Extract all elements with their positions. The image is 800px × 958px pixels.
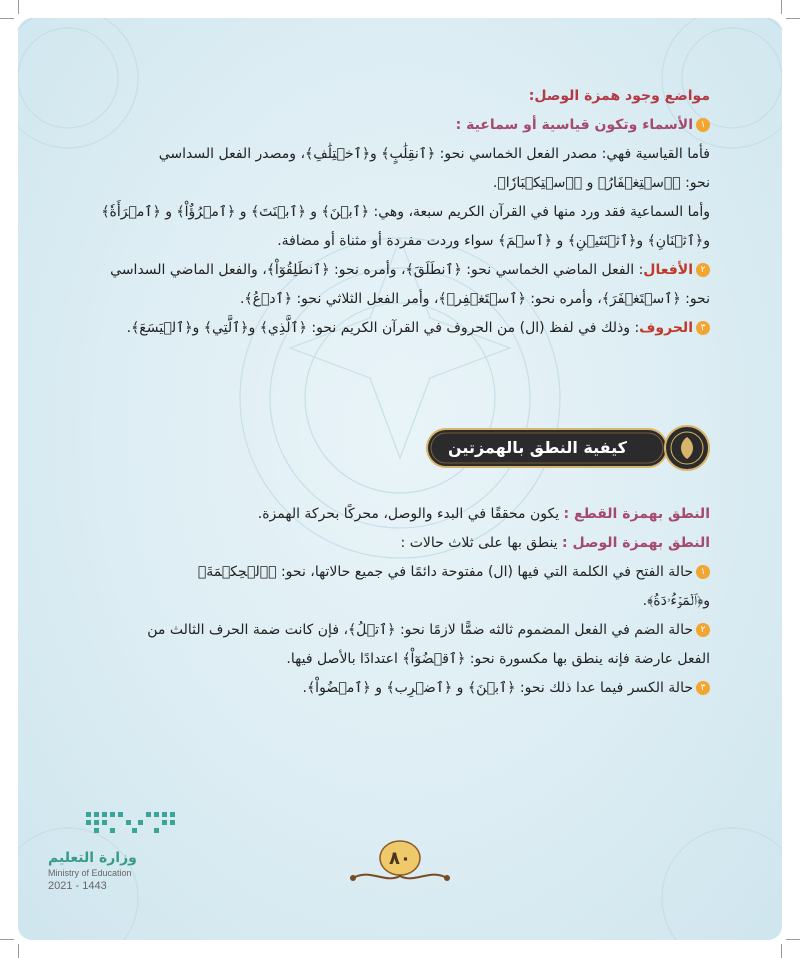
case-3-text: حالة الكسر فيما عدا ذلك نحو: ﴿ٱبۡنَ﴾ و ﴿ٱضۡرِب﴾ و ﴿ٱمۡضُواْ﴾. xyxy=(302,680,693,696)
item-3-title: الحروف xyxy=(639,320,693,336)
crop-mark xyxy=(781,0,782,14)
crop-mark xyxy=(0,939,14,940)
case-3-line xyxy=(80,674,710,703)
paragraph-line: نحو: ﴿ٱسۡتِغۡفَارُ﴾ و ﴿ٱسۡتِكۡبَارٗا﴾. xyxy=(492,175,710,191)
paragraph-line: فأما القياسية فهي: مصدر الفعل الخماسي نحو: ﴿ٱنقِلَٰبٍ﴾ و﴿ٱخۡتِلَٰفِ﴾، ومصدر الفعل السداسي xyxy=(158,146,710,162)
paragraph-line: نحو: ﴿ٱسۡتَغۡفَرَ﴾، وأمره نحو: ﴿ٱسۡتَغۡفِرۡ﴾، وأمر الفعل الثلاثي نحو: ﴿ٱدۡعُ﴾. xyxy=(239,291,710,307)
case-2-text: حالة الضم في الفعل المضموم ثالثه ضمًّا لازمًا نحو: ﴿ٱتۡلُ﴾، فإن كانت ضمة الحرف الثالث من xyxy=(147,622,693,638)
crop-mark xyxy=(0,18,14,19)
item-2-line xyxy=(80,256,710,285)
item-number-badge: ٢ xyxy=(696,263,710,277)
paragraph-line: وأما السماعية فقد ورد منها في القرآن الكريم سبعة، وهي: ﴿ٱبۡنَ﴾ و ﴿ٱبۡنَتَ﴾ و ﴿ٱمۡرُؤٌاْ﴾ و ﴿ٱمۡرَأَةٗ﴾ xyxy=(101,204,710,220)
item-number-badge: ٣ xyxy=(696,681,710,695)
paragraph-line: و﴿ٱثۡنَانِ﴾ و﴿ٱثۡنَتَيۡنِ﴾ و ﴿ٱسۡمَ﴾ سواء وردت مفردة أو مثناة أو مضافة. xyxy=(277,233,710,249)
crop-mark xyxy=(781,944,782,958)
item-1-title: الأسماء وتكون قياسية أو سماعية : xyxy=(455,117,693,133)
item-number-badge: ١ xyxy=(696,565,710,579)
item-2-title: الأفعال xyxy=(643,262,693,278)
item-3-line xyxy=(80,314,710,343)
wasl-rule xyxy=(80,529,710,558)
item-number-badge: ٣ xyxy=(696,321,710,335)
item-number-badge: ٢ xyxy=(696,623,710,637)
paragraph-line: الفعل عارضة فإنه ينطق بها مكسورة نحو: ﴿ٱقۡضُوٓاْ﴾ اعتدادًا بالأصل فيها. xyxy=(286,651,710,667)
case-1-line xyxy=(80,558,710,587)
item-number-badge: ١ xyxy=(696,118,710,132)
paragraph-line: و﴿ٱلۡمَوۡءُۥدَةُ﴾. xyxy=(642,593,710,609)
qat-label: النطق بهمزة القطع : xyxy=(563,506,710,522)
ministry-name-arabic: وزارة التعليم xyxy=(48,850,137,866)
ministry-logo-icon xyxy=(84,810,180,840)
case-1-text: حالة الفتح في الكلمة التي فيها (ال) مفتوحة دائمًا في جميع حالاتها، نحو: ﴿ٱلۡحِكۡمَةَ﴾ xyxy=(197,564,693,580)
section-title: مواضع وجود همزة الوصل: xyxy=(528,88,710,104)
banner-title: كيفية النطق بالهمزتين xyxy=(448,438,627,457)
crop-mark xyxy=(786,18,800,19)
page-number: ٨٠ xyxy=(389,848,411,869)
qat-text: يكون محققًا في البدء والوصل، محركًا بحركة الهمزة. xyxy=(257,506,564,522)
qat-rule xyxy=(80,500,710,529)
item-3-text: : وذلك في لفظ (ال) من الحروف في القرآن الكريم نحو: ﴿ٱلَّذِي﴾ و﴿ٱلَّتِي﴾ و﴿ٱلۡيَسَعَ﴾. xyxy=(126,320,640,336)
crop-mark xyxy=(18,944,19,958)
item-1-heading xyxy=(80,111,710,140)
section-wasl-positions xyxy=(80,82,710,343)
crop-mark xyxy=(18,0,19,14)
case-2-line xyxy=(80,616,710,645)
item-2-text: : الفعل الماضي الخماسي نحو: ﴿ٱنطَلَقَ﴾، وأمره نحو: ﴿ٱنطَلِقُوٓاْ﴾، والفعل الماضي السداسي xyxy=(110,262,644,278)
crop-mark xyxy=(786,939,800,940)
ministry-name-english: Ministry of Education xyxy=(48,868,132,878)
edition-year: 2021 - 1443 xyxy=(48,880,107,892)
wasl-text: ينطق بها على ثلاث حالات : xyxy=(400,535,563,551)
wasl-label: النطق بهمزة الوصل : xyxy=(562,535,710,551)
section-pronunciation xyxy=(80,500,710,703)
